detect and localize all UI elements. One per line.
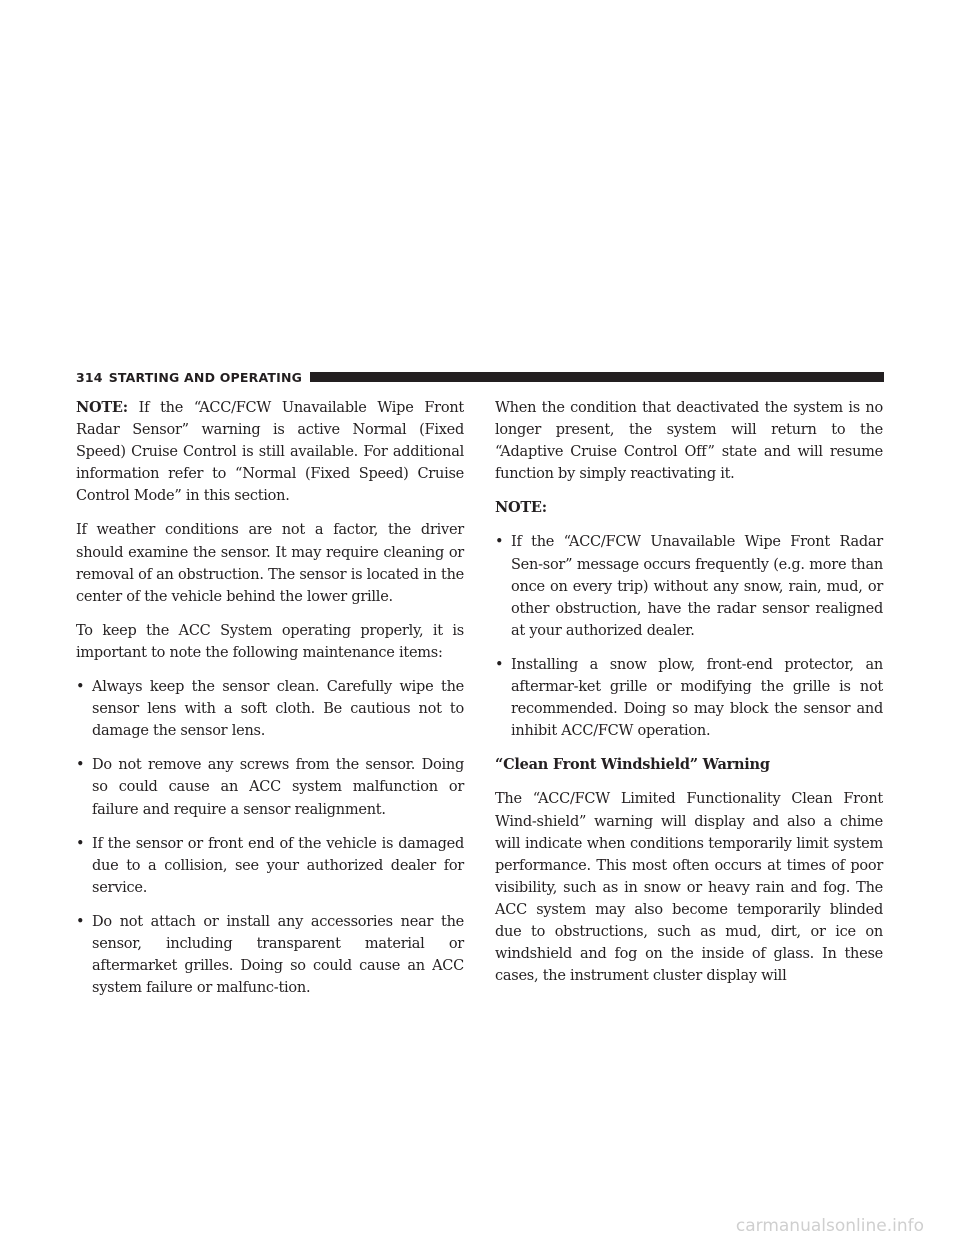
note-list [495, 531, 883, 742]
header-rule [310, 372, 884, 382]
resume-paragraph: When the condition that deactivated the system is no longer present, the system will return to the “Adaptive Cruise Control Off” state and will resume function by simply reactivating it. [495, 400, 883, 483]
bullet-icon: • [495, 534, 504, 551]
maintenance-list [76, 676, 464, 999]
windshield-subheading: “Clean Front Windshield” Warning [495, 756, 770, 774]
list-item-text: Always keep the sensor clean. Carefully wipe the sensor lens with a soft cloth. Be cautious not to damage the sensor lens. [92, 679, 464, 740]
bullet-icon: • [76, 679, 85, 696]
bullet-icon: • [76, 757, 85, 774]
list-item-text: Do not remove any screws from the sensor. Doing so could cause an ACC system malfunction or failure and require a sensor realignment. [92, 757, 464, 818]
windshield-paragraph: The “ACC/FCW Limited Functionality Clean Front Wind-shield” warning will display and also a chime will indicate when conditions temporarily limit system performance. This most often occurs at times of poor visibility, such as in snow or heavy rain and fog. The ACC system may also become temporarily blinded due to obstructions, such as mud, dirt, or ice on windshield and fog on the inside of glass. In these cases, the instrument cluster display will [495, 791, 883, 985]
list-item-text: Do not attach or install any accessories near the sensor, including transparent material or aftermarket grilles. Doing so could cause an ACC system failure or malfunc-tion. [92, 913, 464, 997]
sensor-paragraph: If weather conditions are not a factor, the driver should examine the sensor. It may require cleaning or removal of an obstruction. The sensor is located in the center of the vehicle behind the lower grille. [76, 522, 464, 605]
list-item [76, 911, 464, 999]
right-column [495, 397, 883, 999]
list-item [76, 754, 464, 820]
maintenance-intro: To keep the ACC System operating properly, it is important to note the following maintenance items: [76, 622, 464, 661]
list-item-text: If the “ACC/FCW Unavailable Wipe Front Radar Sen-sor” message occurs frequently (e.g. more than once on every trip) without any snow, rain, mud, or other obstruction, have the radar sensor realigned at your authorized dealer. [511, 534, 883, 639]
list-item [76, 676, 464, 742]
section-title: STARTING AND OPERATING [108, 369, 303, 385]
list-item-text: Installing a snow plow, front-end protector, an aftermar-ket grille or modifying the grille is not recommended. Doing so may block the sensor and inhibit ACC/FCW operation. [511, 656, 883, 740]
note-label: NOTE: [76, 399, 128, 416]
left-column [76, 397, 464, 1011]
note-heading: NOTE: [495, 499, 547, 517]
page-number: 314 [76, 369, 103, 385]
bullet-icon: • [76, 835, 85, 852]
watermark: carmanualsonline.info [735, 1216, 924, 1236]
bullet-icon: • [495, 656, 504, 673]
note-text: If the “ACC/FCW Unavailable Wipe Front Radar Sensor” warning is active Normal (Fixed Speed) Cruise Control is still available. For additional information refer to “Normal (Fixed Speed) Cruise Control Mode” in this section. [76, 400, 464, 505]
list-item [495, 654, 883, 742]
bullet-icon: • [76, 913, 85, 930]
list-item [76, 833, 464, 899]
page-header [76, 366, 884, 388]
note-paragraph [76, 397, 464, 507]
list-item-text: If the sensor or front end of the vehicle is damaged due to a collision, see your authorized dealer for service. [92, 835, 464, 896]
list-item [495, 531, 883, 641]
